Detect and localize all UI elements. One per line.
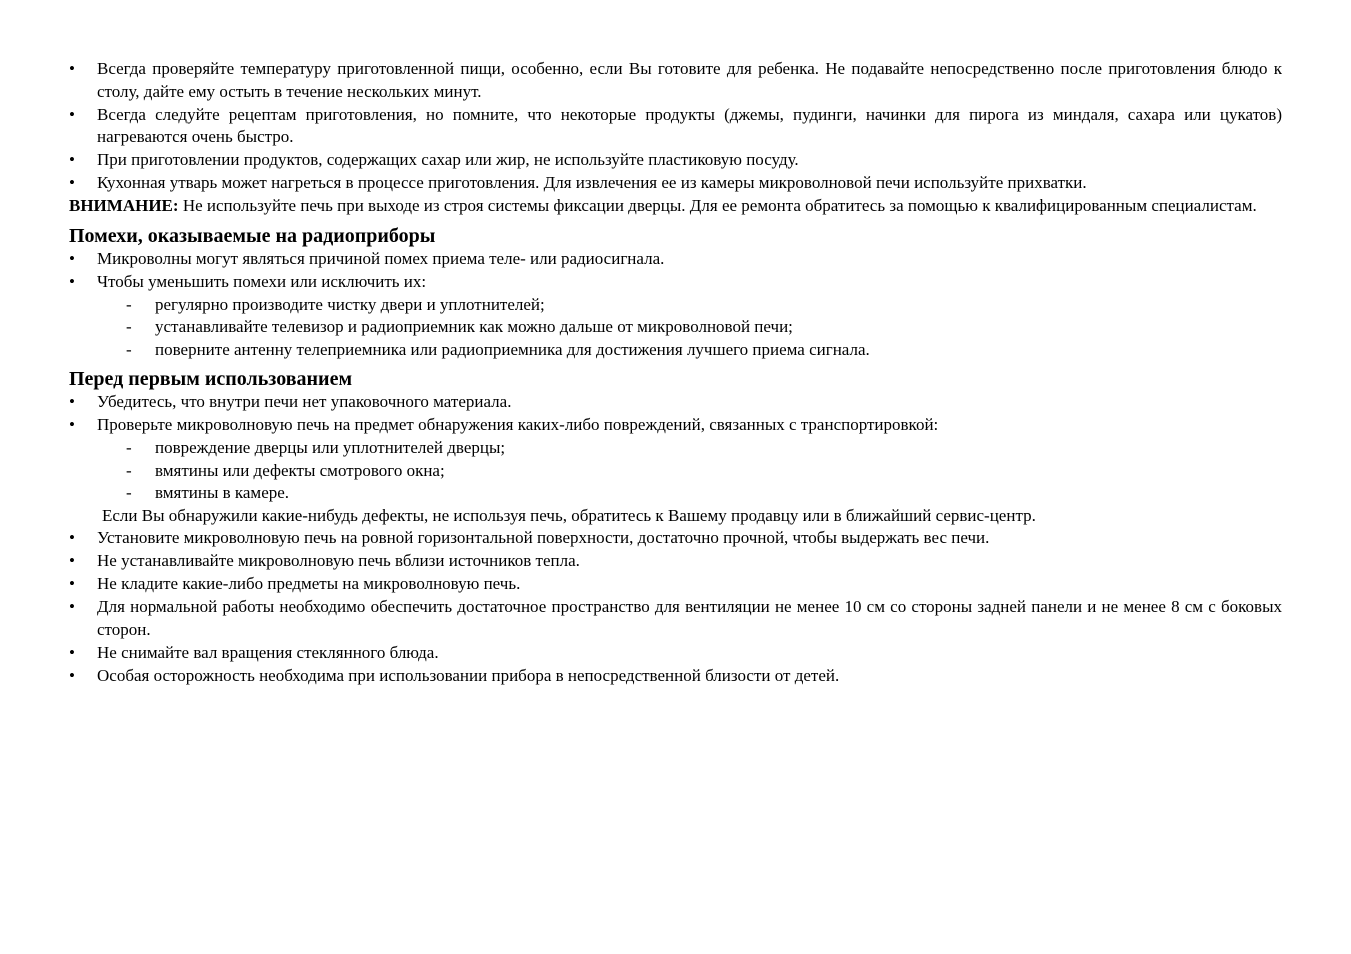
sub-item-text: регулярно производите чистку двери и уплотнителей; [155,294,545,314]
bullet-marker: • [69,665,75,685]
bullet-marker: • [69,59,75,78]
list-item [69,104,1282,149]
list-item [69,596,1282,641]
list-item [69,573,1282,596]
sub-item-text: вмятины или дефекты смотрового окна; [155,460,445,480]
bullet-marker: • [69,104,75,124]
list-item [69,414,1282,437]
bullet-text: Особая осторожность необходима при использовании прибора в непосредственной близости от детей. [97,665,840,685]
bullet-text: Не снимайте вал вращения стеклянного блюда. [97,642,439,662]
section-heading-first-use: Перед первым использованием [69,368,353,390]
bullet-text: Не кладите какие-либо предметы на микроволновую печь. [97,574,521,593]
list-item [69,550,1282,573]
warning-paragraph [69,195,1282,218]
sub-list-item [69,460,1282,483]
bullet-text: Не устанавливайте микроволновую печь вблизи источников тепла. [97,551,580,570]
bullet-marker: • [69,574,75,593]
dash-marker: - [126,483,132,502]
dash-marker: - [126,317,132,336]
list-item [69,172,1282,195]
defect-note: Если Вы обнаружили какие-нибудь дефекты, не используя печь, обратитесь к Вашему продавцу или в ближайший сервис-центр. [102,505,1036,525]
list-item [69,391,1282,414]
bullet-text: Убедитесь, что внутри печи нет упаковочного материала. [97,392,512,411]
bullet-marker: • [69,551,75,570]
sub-list-item [69,294,1282,317]
warning-text: Не используйте печь при выходе из строя системы фиксации дверцы. Для ее ремонта обратитесь за помощью к квалифицированным специалистам. [178,196,1257,215]
sub-item-text: устанавливайте телевизор и радиоприемник как можно дальше от микроволновой печи; [155,317,793,336]
list-item [69,58,1282,103]
list-item [69,665,1282,688]
list-item [69,248,1282,271]
dash-marker: - [126,339,132,359]
bullet-marker: • [69,392,75,411]
list-item [69,527,1282,550]
bullet-marker: • [69,248,75,268]
bullet-text: Всегда проверяйте температуру приготовленной пищи, особенно, если Вы готовите для ребенка. Не подавайте непосредственно после приготовления блюдо к столу, дайте ему остыть в течение нескольких минут. [97,59,1282,101]
sub-item-text: вмятины в камере. [155,483,290,502]
dash-marker: - [126,460,132,480]
bullet-text: Для нормальной работы необходимо обеспечить достаточное пространство для вентиляции не менее 10 см со стороны задней панели и не менее 8 см с боковых сторон. [97,597,1282,639]
bullet-text: Чтобы уменьшить помехи или исключить их: [97,271,427,291]
sub-item-text: повреждение дверцы или уплотнителей дверцы; [155,438,506,457]
warning-label: ВНИМАНИЕ: [69,196,179,215]
bullet-marker: • [69,271,75,291]
list-item [69,642,1282,665]
sub-list-item [69,437,1282,460]
list-item [69,271,1282,294]
bullet-marker: • [69,642,75,662]
sub-item-text: поверните антенну телеприемника или радиоприемника для достижения лучшего приема сигнала. [155,339,870,359]
sub-list-item [69,339,1282,362]
bullet-text: Установите микроволновую печь на ровной горизонтальной поверхности, достаточно прочной, чтобы выдержать вес печи. [97,528,990,547]
section-heading-interference: Помехи, оказываемые на радиоприборы [69,224,436,247]
document-page [69,58,1282,688]
bullet-marker: • [69,528,75,547]
bullet-marker: • [69,415,75,434]
sub-list-item [69,316,1282,339]
bullet-text: Микроволны могут являться причиной помех приема теле- или радиосигнала. [97,248,665,268]
bullet-marker: • [69,173,75,192]
bullet-marker: • [69,150,75,169]
bullet-text: Кухонная утварь может нагреться в процессе приготовления. Для извлечения ее из камеры микроволновой печи используйте прихватки. [97,173,1087,192]
bullet-text: Всегда следуйте рецептам приготовления, но помните, что некоторые продукты (джемы, пудинги, начинки для пирога из миндаля, сахара или цукатов) нагреваются очень быстро. [97,104,1282,146]
dash-marker: - [126,438,132,457]
bullet-text: Проверьте микроволновую печь на предмет обнаружения каких-либо повреждений, связанных с транспортировкой: [97,415,939,434]
dash-marker: - [126,294,132,314]
list-item [69,149,1282,172]
bullet-marker: • [69,597,75,616]
sub-list-item [69,482,1282,505]
bullet-text: При приготовлении продуктов, содержащих сахар или жир, не используйте пластиковую посуду. [97,150,799,169]
